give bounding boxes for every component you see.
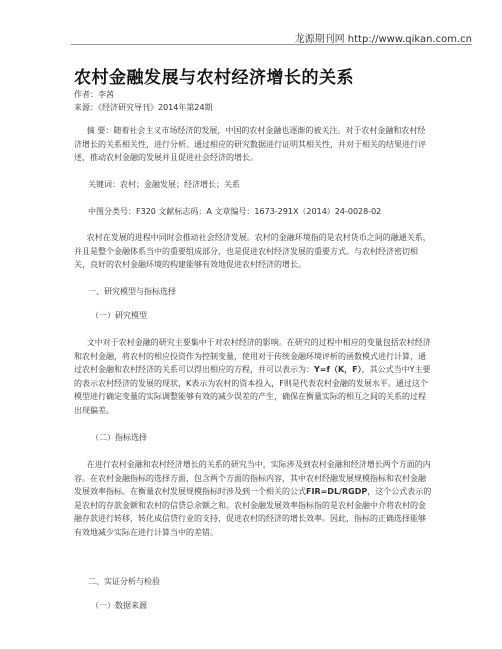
- article-title: 农村金融发展与农村经济增长的关系: [74, 68, 354, 88]
- section-heading-1: 一、研究模型与指标选择: [88, 287, 176, 296]
- indicator-paragraph-text-2: ，这个公式表示的是农村的存款金额和农村的信贷总余额之和。农村金融发展效率指标指的是农村金融中介将农村的金融存款进行转移，转化成信贷行业的支持，促进农村的经济的增长效率。因此，指标的正确选择能够有效地减少实际在进行计算当中的差错。: [74, 487, 432, 537]
- subsection-heading-3: （一）数据来源: [91, 601, 147, 610]
- model-paragraph: [74, 336, 432, 418]
- subsection-heading-1: （一）研究模型: [91, 311, 147, 320]
- classification: 中图分类号：F320 文献标志码：A 文章编号：1673-291X（2014）24-0028-02: [88, 207, 382, 216]
- abstract: 摘 要：随着社会主义市场经济的发展，中国的农村金融也逐渐的被关注。对于农村金融和农村经济增长的关系相关性，进行分析。通过相应的研究数据进行证明其相关性，并对于相关的结果进行评述，推动农村金融的发展并且促进社会经济的增长。: [74, 126, 426, 163]
- section-heading-2: 二、实证分析与检验: [88, 577, 160, 586]
- keywords: 关键词：农村；金融发展；经济增长；关系: [88, 180, 240, 189]
- site-header[interactable]: 龙源期刊网 http://www.qikan.com.cn: [294, 34, 472, 45]
- intro-paragraph: 农村在发展的进程中同时会推动社会经济发展。农村的金融环境指的是农村货币之间的融通关系，并且是整个金融体系当中的重要组成部分，也是促进农村经济发展的重要方式。与农村经济密切相关，良好的农村金融环境的构建能够有效地促进农村经济的增长。: [74, 233, 431, 270]
- formula-kf: （K，F）: [329, 365, 362, 375]
- author-line: 作者：李茜: [74, 90, 114, 99]
- model-paragraph-text-2: ，其公式当中Y主要的表示农村经济的发展的现状，K表示为农村的资本投入，F则是代表农村金融的发展水平。通过这个模型进行确定变量的实际调整能够有效的减少误差的产生，确保在衡量实际的相互之间的关系的过程出现偏差。: [74, 365, 431, 415]
- indicator-paragraph-text: 在进行农村金融和农村经济增长的关系的研究当中，实际涉及到农村金融和经济增长两个方面的内容。在农村金融指标的选择方面，包含两个方面的指标内容，其中农村经融发展规模指标和农村金融发展效率指标。在衡量农村发展规模指标时涉及到一个相关的公式: [74, 460, 431, 497]
- formula-y: Y=f: [314, 365, 330, 375]
- subsection-heading-2: （二）指标选择: [91, 433, 147, 442]
- indicator-paragraph: [74, 458, 432, 540]
- formula-fir: FIR=DL/RGDP: [306, 487, 368, 497]
- source-line: 来源：《经济研究导刊》2014年第24期: [74, 103, 213, 112]
- model-paragraph-text: 文中对于农村金融的研究主要集中于对农村经济的影响。在研究的过程中相应的变量包括农村经济和农村金融，将农村的相应投资作为控制变量，使用对于传统金融环境评析的函数模式进行计算，通过农村金融和农村经济的关系可以得出相应的方程，并可以表示为：: [74, 338, 431, 375]
- header-rule: [71, 44, 472, 45]
